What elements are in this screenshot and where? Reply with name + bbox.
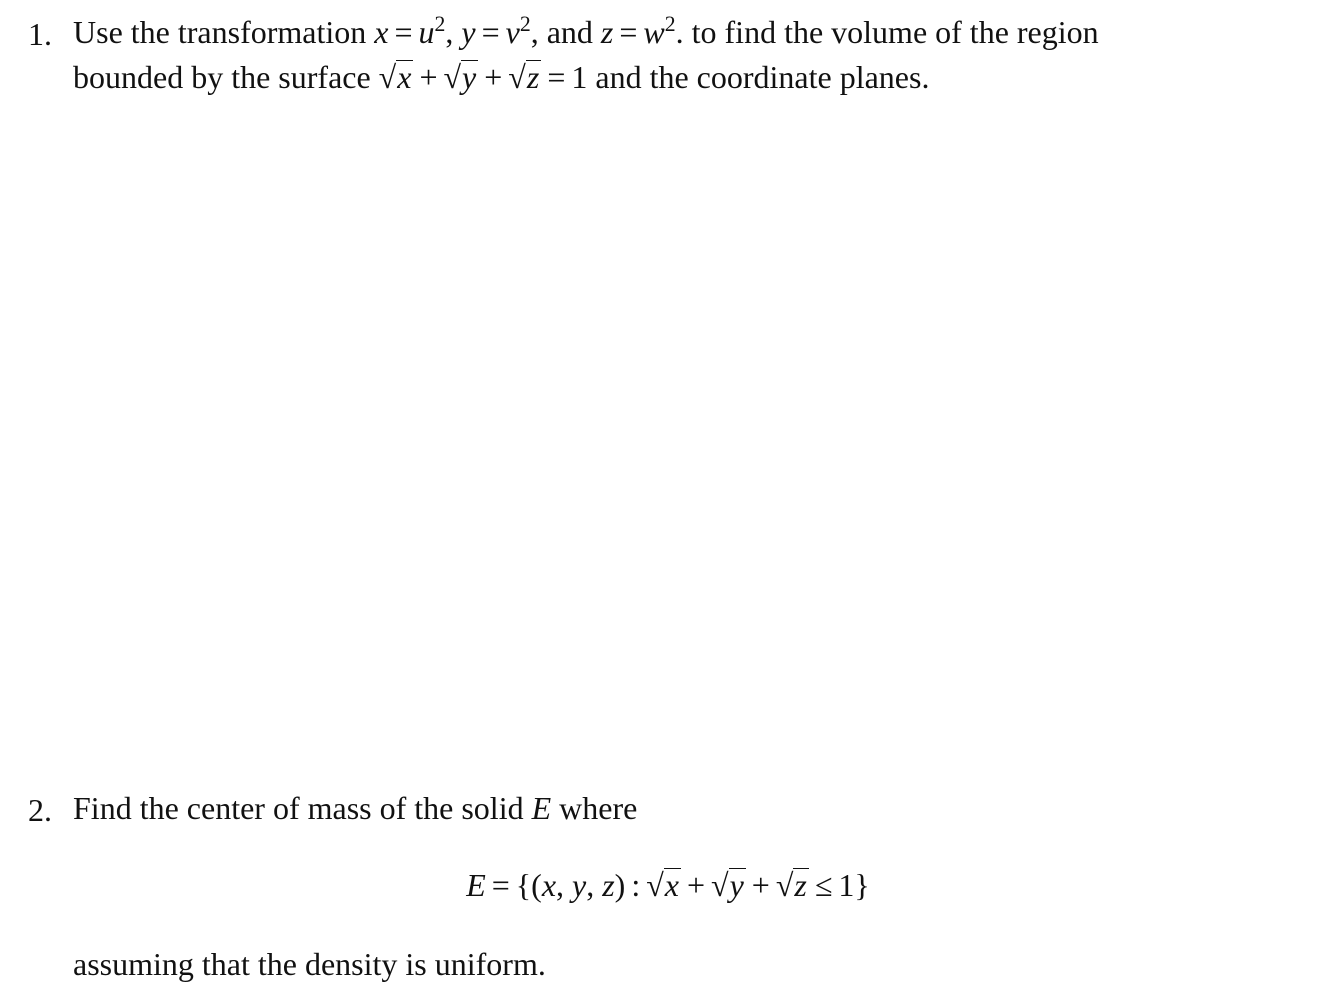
problem-2-equation — [0, 868, 1336, 901]
math-exponent: 2 — [519, 12, 531, 37]
math-var-z: z — [602, 867, 615, 903]
math-comma: , — [445, 14, 454, 50]
problem-1-line-1 — [73, 12, 1099, 50]
math-exponent: 2 — [434, 12, 446, 37]
math-var-y: y — [572, 867, 587, 903]
problem-1-text-planes: and the coordinate planes. — [587, 59, 930, 95]
radical-sign-icon: √ — [508, 59, 526, 95]
math-one: 1 — [571, 59, 588, 95]
math-equals: = — [547, 59, 566, 95]
problem-2-text: Find the center of mass of the solid — [73, 790, 532, 826]
problem-2-closing: assuming that the density is uniform. — [73, 946, 546, 982]
sqrt-z — [776, 868, 809, 901]
radicand-y: y — [729, 867, 744, 903]
problem-1-line-2 — [73, 60, 929, 93]
math-colon: : — [631, 867, 641, 903]
math-var-w: w — [643, 14, 665, 50]
sqrt-y — [711, 868, 746, 901]
math-comma: , — [586, 867, 595, 903]
math-close-paren: ) — [614, 867, 626, 903]
math-plus: + — [484, 59, 503, 95]
problem-1-text-end: . to find the volume of the region — [675, 14, 1099, 50]
radicand-y: y — [462, 59, 477, 95]
radical-sign-icon: √ — [443, 59, 462, 95]
math-var-y: y — [461, 14, 476, 50]
radical-sign-icon: √ — [378, 59, 397, 95]
math-equals: = — [619, 14, 638, 50]
math-var-v: v — [505, 14, 520, 50]
math-plus: + — [419, 59, 438, 95]
math-plus: + — [751, 867, 770, 903]
problem-2-intro — [73, 792, 637, 824]
math-var-u: u — [418, 14, 435, 50]
problem-1-number: 1. — [28, 16, 52, 52]
math-close-brace: } — [854, 867, 870, 903]
math-var-x: x — [541, 867, 557, 903]
math-open-brace: {( — [515, 867, 542, 903]
radical-sign-icon: √ — [646, 867, 664, 903]
math-equals: = — [394, 14, 413, 50]
radicand-x: x — [664, 867, 679, 903]
problem-1-text-and: , and — [530, 14, 601, 50]
sqrt-z — [508, 60, 541, 93]
math-equals: = — [491, 867, 510, 903]
math-exponent: 2 — [664, 12, 676, 37]
math-comma: , — [556, 867, 565, 903]
radical-sign-icon: √ — [775, 867, 794, 903]
radicand-z: z — [526, 59, 540, 95]
math-equals: = — [481, 14, 500, 50]
problem-2-text-where: where — [551, 790, 638, 826]
problem-1-text-bounded: bounded by the surface — [73, 59, 379, 95]
radicand-x: x — [397, 59, 412, 95]
math-var-E: E — [466, 867, 486, 903]
math-var-E: E — [531, 790, 552, 826]
math-plus: + — [686, 867, 706, 903]
problem-1-text: Use the transformation — [73, 14, 375, 50]
math-leq: ≤ — [814, 867, 833, 903]
math-var-z: z — [600, 14, 614, 50]
problem-2-number: 2. — [28, 792, 52, 828]
sqrt-x — [646, 868, 681, 901]
math-var-x: x — [374, 14, 389, 50]
sqrt-y — [443, 60, 478, 93]
radicand-z: z — [794, 867, 807, 903]
math-one: 1 — [838, 867, 855, 903]
radical-sign-icon: √ — [711, 867, 729, 903]
sqrt-x — [379, 60, 414, 93]
